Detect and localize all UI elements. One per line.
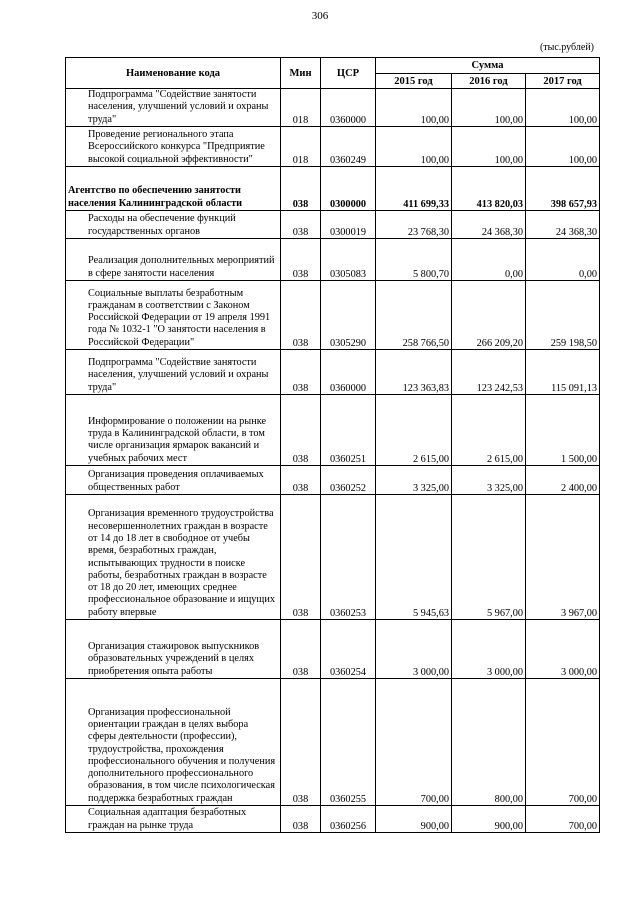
row-value-2016: 123 242,53 bbox=[452, 350, 526, 395]
row-value-2016: 800,00 bbox=[452, 679, 526, 806]
row-value-2017: 398 657,93 bbox=[526, 167, 600, 211]
row-min: 038 bbox=[281, 350, 321, 395]
row-min: 038 bbox=[281, 395, 321, 466]
row-value-2015: 23 768,30 bbox=[376, 211, 452, 239]
row-value-2016: 100,00 bbox=[452, 127, 526, 167]
row-value-2017: 700,00 bbox=[526, 806, 600, 833]
table-row bbox=[66, 806, 600, 833]
row-value-2015: 411 699,33 bbox=[376, 167, 452, 211]
row-value-2015: 5 945,63 bbox=[376, 495, 452, 620]
row-value-2016: 5 967,00 bbox=[452, 495, 526, 620]
units-label: (тыс.рублей) bbox=[539, 42, 594, 53]
header-name: Наименование кода bbox=[66, 58, 281, 89]
row-csr: 0360000 bbox=[321, 89, 376, 127]
row-min: 038 bbox=[281, 281, 321, 350]
row-name: Организация стажировок выпускников образовательных учреждений в целях приобретения опыта работы bbox=[66, 620, 281, 679]
row-value-2016: 24 368,30 bbox=[452, 211, 526, 239]
row-value-2016: 266 209,20 bbox=[452, 281, 526, 350]
row-value-2015: 3 000,00 bbox=[376, 620, 452, 679]
row-min: 038 bbox=[281, 466, 321, 495]
row-min: 038 bbox=[281, 806, 321, 833]
row-csr: 0360000 bbox=[321, 350, 376, 395]
row-value-2017: 259 198,50 bbox=[526, 281, 600, 350]
row-value-2017: 3 000,00 bbox=[526, 620, 600, 679]
row-value-2016: 2 615,00 bbox=[452, 395, 526, 466]
table-row bbox=[66, 679, 600, 806]
row-csr: 0360252 bbox=[321, 466, 376, 495]
row-name: Проведение регионального этапа Всероссийского конкурса "Предприятие высокой социальной эффективности" bbox=[66, 127, 281, 167]
row-name: Реализация дополнительных мероприятий в сфере занятости населения bbox=[66, 239, 281, 281]
row-value-2016: 3 000,00 bbox=[452, 620, 526, 679]
budget-table bbox=[65, 57, 600, 833]
row-value-2015: 100,00 bbox=[376, 89, 452, 127]
header-year-2015: 2015 год bbox=[376, 74, 452, 89]
header-min: Мин bbox=[281, 58, 321, 89]
row-value-2016: 900,00 bbox=[452, 806, 526, 833]
row-name: Подпрограмма "Содействие занятости населения, улучшений условий и охраны труда" bbox=[66, 350, 281, 395]
row-value-2016: 413 820,03 bbox=[452, 167, 526, 211]
table-row bbox=[66, 466, 600, 495]
row-csr: 0360249 bbox=[321, 127, 376, 167]
row-name: Организация проведения оплачиваемых общественных работ bbox=[66, 466, 281, 495]
row-value-2017: 2 400,00 bbox=[526, 466, 600, 495]
row-min: 038 bbox=[281, 167, 321, 211]
table-row bbox=[66, 127, 600, 167]
page-number: 306 bbox=[311, 10, 329, 22]
table-row bbox=[66, 620, 600, 679]
row-value-2017: 100,00 bbox=[526, 127, 600, 167]
row-value-2017: 0,00 bbox=[526, 239, 600, 281]
table-row bbox=[66, 281, 600, 350]
row-value-2017: 100,00 bbox=[526, 89, 600, 127]
row-csr: 0300019 bbox=[321, 211, 376, 239]
row-value-2015: 100,00 bbox=[376, 127, 452, 167]
row-name: Расходы на обеспечение функций государственных органов bbox=[66, 211, 281, 239]
row-min: 038 bbox=[281, 239, 321, 281]
row-name: Организация временного трудоустройства несовершеннолетних граждан в возрасте от 14 до 18 лет в свободное от учебы время, безработных граждан, испытывающих трудности в поиске работы, безработных граждан в возрасте от 18 до 20 лет, имеющих среднее профессиональное образование и ищущих работу впервые bbox=[66, 495, 281, 620]
row-name: Социальные выплаты безработным гражданам в соответствии с Законом Российской Федерации от 19 апреля 1991 года № 1032-1 "О занятости населения в Российской Федерации" bbox=[66, 281, 281, 350]
row-value-2015: 3 325,00 bbox=[376, 466, 452, 495]
row-value-2017: 700,00 bbox=[526, 679, 600, 806]
row-name: Информирование о положении на рынке труда в Калининградской области, в том числе организация ярмарок вакансий и учебных рабочих мест bbox=[66, 395, 281, 466]
row-min: 038 bbox=[281, 679, 321, 806]
row-name: Социальная адаптация безработных граждан на рынке труда bbox=[66, 806, 281, 833]
row-value-2017: 115 091,13 bbox=[526, 350, 600, 395]
row-min: 038 bbox=[281, 495, 321, 620]
row-csr: 0360254 bbox=[321, 620, 376, 679]
row-min: 018 bbox=[281, 89, 321, 127]
row-min: 018 bbox=[281, 127, 321, 167]
table-row bbox=[66, 89, 600, 127]
row-value-2015: 123 363,83 bbox=[376, 350, 452, 395]
row-value-2015: 258 766,50 bbox=[376, 281, 452, 350]
row-value-2016: 3 325,00 bbox=[452, 466, 526, 495]
row-name: Агентство по обеспечению занятости населения Калининградской области bbox=[66, 167, 281, 211]
table-row bbox=[66, 495, 600, 620]
row-min: 038 bbox=[281, 620, 321, 679]
row-csr: 0305083 bbox=[321, 239, 376, 281]
row-csr: 0300000 bbox=[321, 167, 376, 211]
row-value-2015: 5 800,70 bbox=[376, 239, 452, 281]
row-min: 038 bbox=[281, 211, 321, 239]
table-row bbox=[66, 167, 600, 211]
row-value-2017: 24 368,30 bbox=[526, 211, 600, 239]
header-year-2016: 2016 год bbox=[452, 74, 526, 89]
row-value-2015: 900,00 bbox=[376, 806, 452, 833]
row-csr: 0360251 bbox=[321, 395, 376, 466]
row-value-2017: 1 500,00 bbox=[526, 395, 600, 466]
row-value-2016: 100,00 bbox=[452, 89, 526, 127]
header-csr: ЦСР bbox=[321, 58, 376, 89]
row-value-2017: 3 967,00 bbox=[526, 495, 600, 620]
table-row bbox=[66, 350, 600, 395]
row-name: Организация профессиональной ориентации граждан в целях выбора сферы деятельности (профессии), трудоустройства, прохождения профессионального обучения и получения дополнительного профессионального образования, в том числе психологическая поддержка безработных граждан bbox=[66, 679, 281, 806]
row-csr: 0360253 bbox=[321, 495, 376, 620]
row-csr: 0360256 bbox=[321, 806, 376, 833]
header-sum: Сумма bbox=[376, 58, 600, 74]
row-value-2016: 0,00 bbox=[452, 239, 526, 281]
table-row bbox=[66, 239, 600, 281]
row-name: Подпрограмма "Содействие занятости населения, улучшений условий и охраны труда" bbox=[66, 89, 281, 127]
table-row bbox=[66, 395, 600, 466]
row-value-2015: 700,00 bbox=[376, 679, 452, 806]
row-value-2015: 2 615,00 bbox=[376, 395, 452, 466]
row-csr: 0305290 bbox=[321, 281, 376, 350]
row-csr: 0360255 bbox=[321, 679, 376, 806]
table-row bbox=[66, 211, 600, 239]
header-year-2017: 2017 год bbox=[526, 74, 600, 89]
